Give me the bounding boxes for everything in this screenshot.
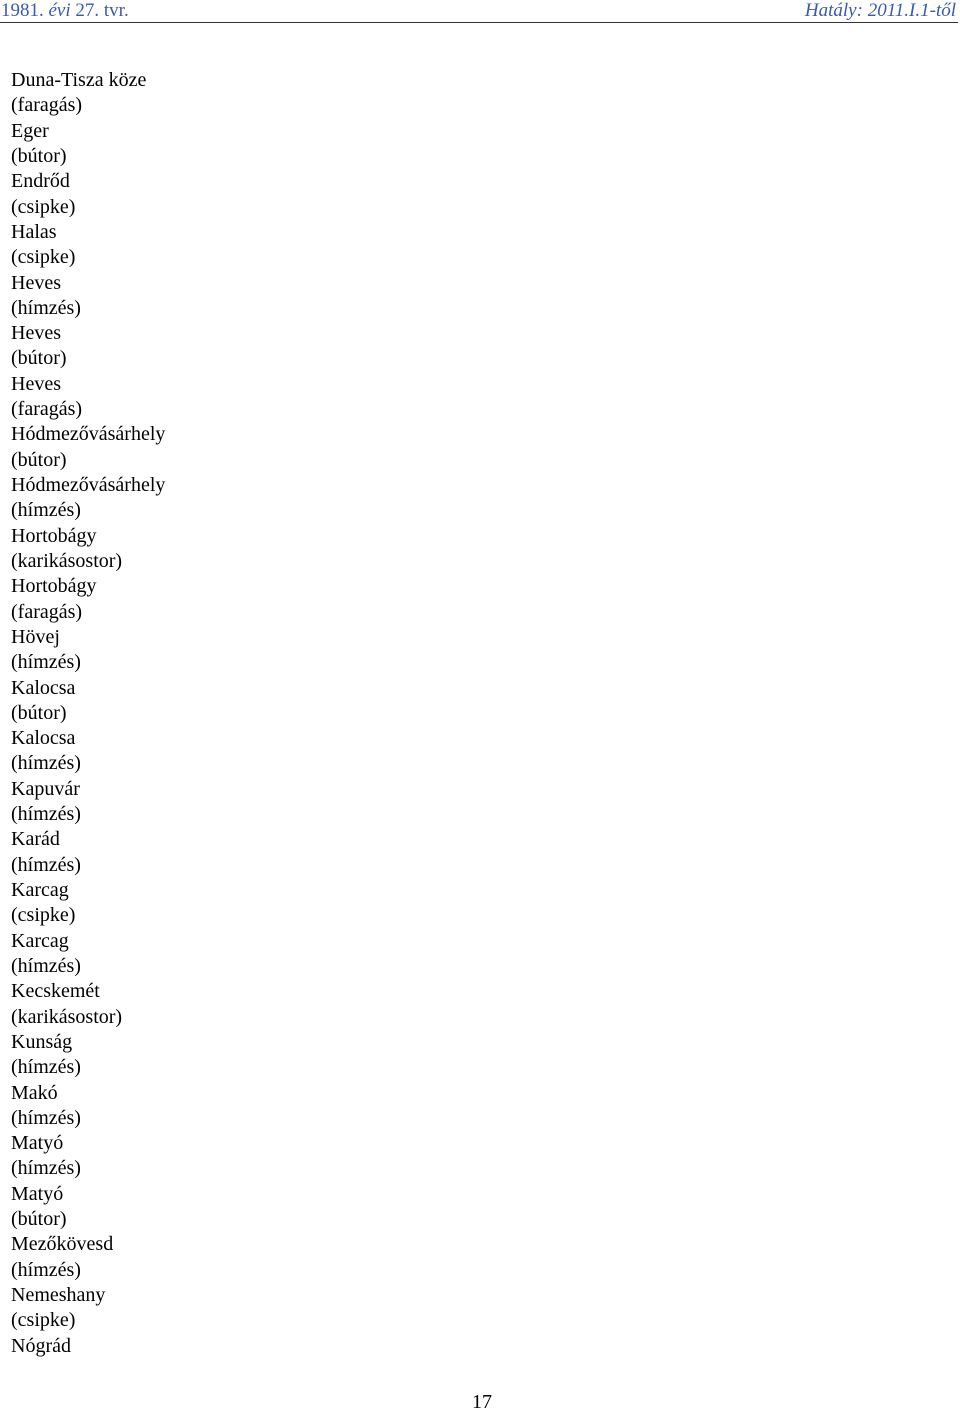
page-number: 17 xyxy=(472,1391,492,1413)
entry-place: Halas xyxy=(11,220,57,243)
entry-category: (faragás) xyxy=(11,600,83,623)
entry-category: (faragás) xyxy=(11,398,83,421)
entry-category: (karikásostor) xyxy=(11,1005,123,1028)
entry-place: Kalocsa xyxy=(11,676,76,699)
header-effective-date: Hatály: 2011.I.1-től xyxy=(804,0,956,21)
entry-place: Hódmezővásárhely xyxy=(11,423,166,446)
entry-list xyxy=(11,68,165,1359)
entry-category: (hímzés) xyxy=(11,1157,81,1180)
header-law-reference xyxy=(1,0,129,22)
entry-category: (bútor) xyxy=(11,1208,67,1231)
entry-place: Heves xyxy=(11,271,61,294)
entry-place: Matyó xyxy=(11,1132,64,1155)
entry-place: Karcag xyxy=(11,929,69,952)
entry-place: Hódmezővásárhely xyxy=(11,474,166,496)
entry-place: Hövej xyxy=(11,625,60,648)
entry-category: (hímzés) xyxy=(11,803,81,826)
entry-category: (karikásostor) xyxy=(11,549,123,572)
entry-category: (csipke) xyxy=(11,246,76,269)
header-evi: évi xyxy=(48,0,71,21)
entry-place: Hortobágy xyxy=(11,524,97,547)
header-year: 1981. xyxy=(1,0,44,21)
entry-category: (bútor) xyxy=(11,144,67,167)
header-law-number: 27. tvr. xyxy=(75,0,129,21)
entry-place: Nemeshany xyxy=(11,1284,106,1306)
entry-place: Kunság xyxy=(11,1030,73,1053)
entry-place: Kecskemét xyxy=(11,980,100,1003)
entry-category: (hímzés) xyxy=(11,1258,81,1281)
entry-category: (bútor) xyxy=(11,347,67,370)
running-header xyxy=(0,0,958,23)
entry-category: (faragás) xyxy=(11,94,83,117)
entry-place: Eger xyxy=(11,119,49,142)
entry-place: Heves xyxy=(11,372,61,395)
entry-category: (bútor) xyxy=(11,701,67,724)
entry-place: Karcag xyxy=(11,879,69,901)
entry-category: (hímzés) xyxy=(11,1106,81,1129)
entry-place: Nógrád xyxy=(11,1334,71,1357)
entry-category: (hímzés) xyxy=(11,752,81,775)
entry-category: (hímzés) xyxy=(11,1056,81,1079)
entry-category: (csipke) xyxy=(11,1309,76,1332)
entry-place: Heves xyxy=(11,322,61,345)
entry-category: (bútor) xyxy=(11,448,67,471)
entry-place: Hortobágy xyxy=(11,575,97,598)
entry-category: (hímzés) xyxy=(11,954,81,977)
entry-place: Kapuvár xyxy=(11,777,80,800)
entry-category: (hímzés) xyxy=(11,853,81,876)
entry-place: Matyó xyxy=(11,1182,64,1205)
entry-category: (csipke) xyxy=(11,195,76,218)
entry-category: (csipke) xyxy=(11,904,76,927)
entry-place: Mezőkövesd xyxy=(11,1233,114,1256)
entry-place: Makó xyxy=(11,1081,58,1104)
entry-category: (hímzés) xyxy=(11,651,81,674)
entry-category: (hímzés) xyxy=(11,296,81,319)
entry-place: Duna-Tisza köze xyxy=(11,69,147,91)
entry-place: Karád xyxy=(11,828,60,851)
entry-place: Endrőd xyxy=(11,170,70,193)
entry-place: Kalocsa xyxy=(11,727,76,750)
entry-category: (hímzés) xyxy=(11,499,81,522)
